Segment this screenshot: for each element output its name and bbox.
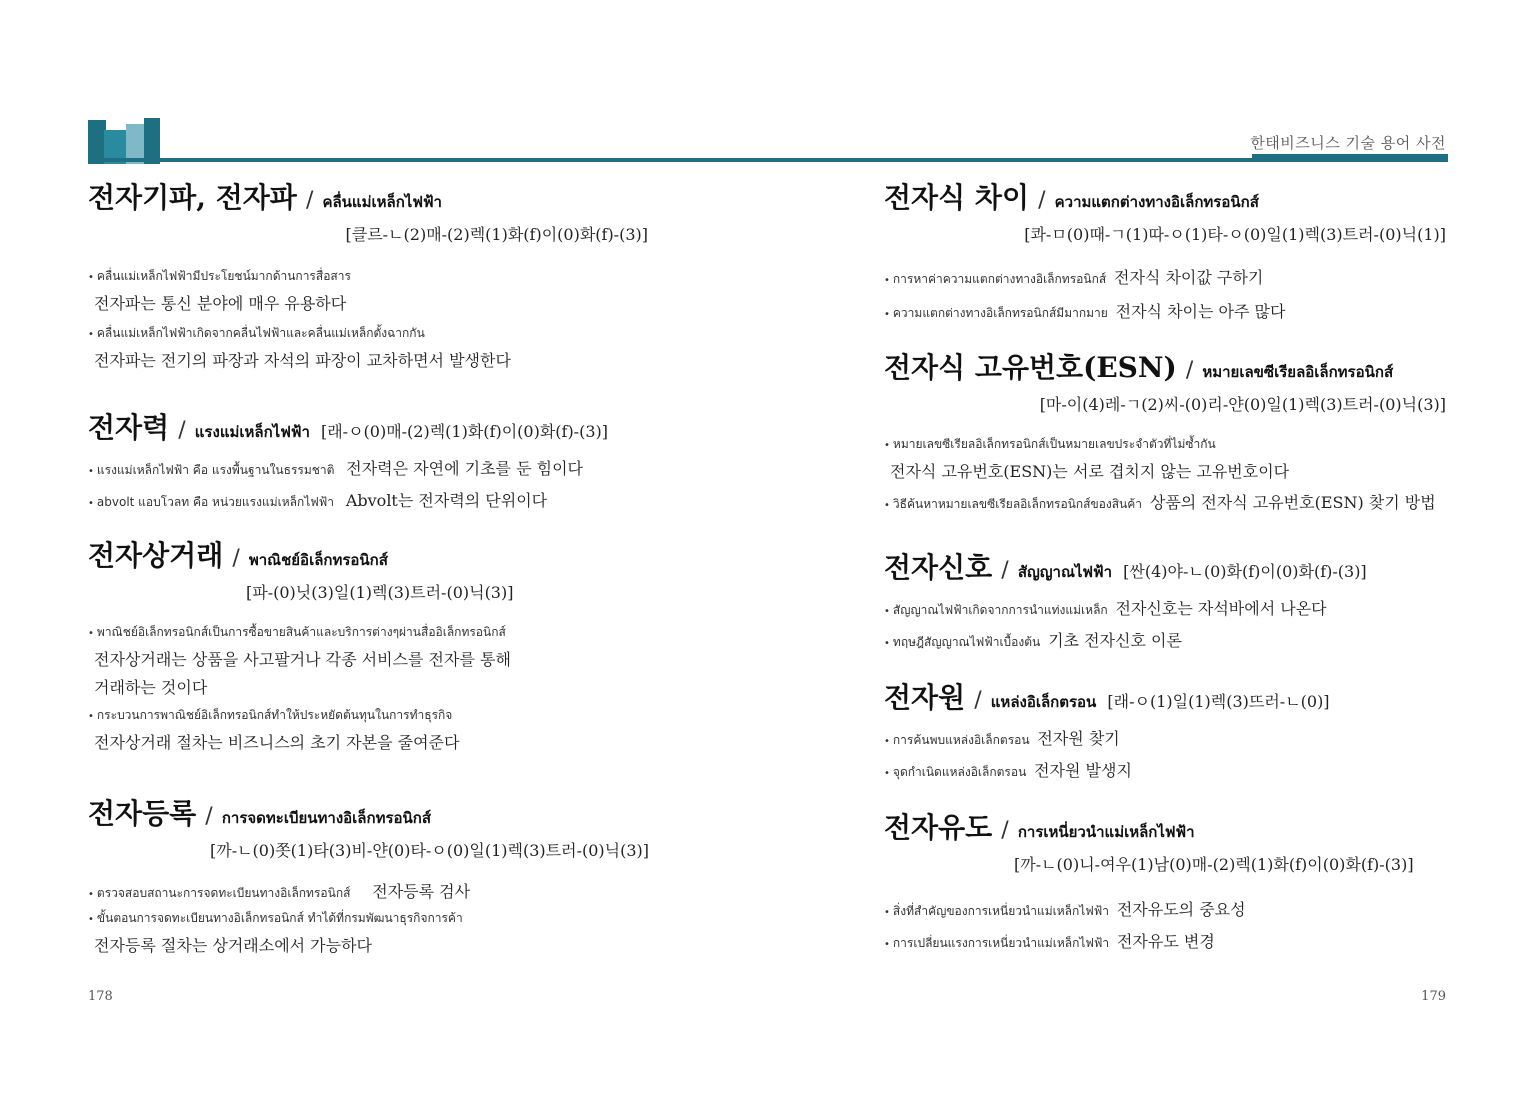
entry-term: 전자식 차이 [884, 181, 1029, 214]
entry [884, 346, 1446, 514]
entry-term: 전자상거래 [88, 539, 224, 572]
entry-pronunciation: [파-(0)닛(3)일(1)렉(3)트러-(0)닉(3)] [246, 583, 514, 602]
entry [884, 546, 1446, 652]
entry [884, 806, 1446, 953]
entry-term: 전자식 고유번호(ESN) [884, 351, 1177, 384]
example-korean: 전자식 차이는 아주 많다 [1115, 302, 1286, 321]
example-thai: จุดกำเนิดแหล่งอิเล็กตรอน [892, 765, 1027, 779]
example-thai: ทฤษฎีสัญญาณไฟฟ้าเบื้องต้น [892, 635, 1041, 649]
example-korean: 전자력은 자연에 기초를 둔 힘이다 [346, 459, 583, 478]
example [88, 879, 668, 903]
bullet-icon: • [88, 329, 94, 340]
separator: / [232, 546, 240, 571]
entry-term: 전자유도 [884, 811, 993, 844]
example-korean: 전자상거래는 상품을 사고팔거나 각종 서비스를 전자를 통해 [94, 650, 511, 669]
example-thai: แรงแม่เหล็กไฟฟ้า คือ แรงพื้นฐานในธรรมชาติ [96, 463, 335, 477]
dictionary-title: 한태비즈니스 기술 용어 사전 [1250, 134, 1446, 152]
entry [88, 534, 668, 757]
entry-thai: หมายเลขซีเรียลอิเล็กทรอนิกส์ [1202, 363, 1394, 381]
entry-pronunciation: [콰-ㅁ(0)때-ㄱ(1)따-ㅇ(1)타-ㅇ(0)일(1)렉(3)트러-(0)닉(1)] [1024, 225, 1446, 244]
header-rule [88, 158, 1448, 162]
separator: / [305, 188, 314, 213]
example-thai: ความแตกต่างทางอิเล็กทรอนิกส์มีมากมาย [892, 306, 1108, 320]
example-korean: 전자파는 통신 분야에 매우 유용하다 [94, 294, 347, 313]
example-korean: 전자식 고유번호(ESN)는 서로 겹치지 않는 고유번호이다 [890, 462, 1290, 481]
entry [88, 406, 668, 512]
bullet-icon: • [884, 275, 890, 286]
example-korean: 전자유도 변경 [1116, 932, 1215, 951]
separator: / [974, 688, 982, 713]
bullet-icon: • [88, 272, 94, 283]
bullet-icon: • [88, 889, 94, 900]
header-rule-accent [1252, 154, 1448, 162]
entry-term: 전자등록 [88, 797, 197, 830]
bullet-icon: • [88, 914, 94, 925]
entry-thai: คลื่นแม่เหล็กไฟฟ้า [322, 193, 442, 211]
example [88, 488, 668, 512]
example [884, 929, 1446, 953]
example [88, 623, 668, 702]
example-korean-continued: 거래하는 것이다 [94, 678, 208, 697]
example-korean: 전자파는 전기의 파장과 자석의 파장이 교차하면서 발생한다 [94, 351, 511, 370]
example-korean: 전자등록 검사 [372, 882, 471, 901]
entry [884, 176, 1446, 323]
entry-pronunciation: [마-이(4)레-ㄱ(2)씨-(0)리-얀(0)일(1)렉(3)트러-(0)닉(3)] [1039, 395, 1446, 414]
example-thai: วิธีค้นหาหมายเลขซีเรียลอิเล็กทรอนิกส์ของสินค้า [892, 497, 1143, 511]
entry [884, 676, 1446, 782]
bullet-icon: • [88, 628, 94, 639]
example-korean: 전자유도의 중요성 [1116, 900, 1246, 919]
example [88, 706, 668, 757]
entry-pronunciation: [싼(4)야-ㄴ(0)화(f)이(0)화(f)-(3)] [1123, 562, 1367, 581]
entry-pronunciation: [래-ㅇ(1)일(1)렉(3)뜨러-ㄴ(0)] [1107, 692, 1330, 711]
example-thai: กระบวนการพาณิชย์อิเล็กทรอนิกส์ทำให้ประหยัดต้นทุนในการทำธุรกิจ [96, 708, 453, 722]
example-korean: Abvolt는 전자력의 단위이다 [345, 491, 548, 510]
example [884, 628, 1446, 652]
entry-thai: สัญญาณไฟฟ้า [1017, 563, 1113, 581]
example-korean: 전자원 발생지 [1034, 761, 1132, 780]
example [884, 596, 1446, 620]
example-thai: การหาค่าความแตกต่างทางอิเล็กทรอนิกส์ [892, 272, 1107, 286]
example-korean: 전자등록 절차는 상거래소에서 가능하다 [94, 936, 373, 955]
entry-pronunciation: [클르-ㄴ(2)매-(2)렉(1)화(f)이(0)화(f)-(3)] [345, 225, 648, 244]
bullet-icon: • [884, 309, 890, 320]
example [88, 456, 668, 480]
example-korean: 전자상거래 절차는 비즈니스의 초기 자본을 줄여준다 [94, 733, 460, 752]
entry-thai: การจดทะเบียนทางอิเล็กทรอนิกส์ [221, 809, 432, 827]
entry-thai: พาณิชย์อิเล็กทรอนิกส์ [248, 551, 388, 569]
entry-thai: แรงแม่เหล็กไฟฟ้า [194, 423, 310, 441]
example-thai: ขั้นตอนการจดทะเบียนทางอิเล็กทรอนิกส์ ทำได้ที่กรมพัฒนาธุรกิจการค้า [96, 911, 463, 925]
bullet-icon: • [884, 768, 890, 779]
example [88, 324, 668, 375]
entry-pronunciation: [래-ㅇ(0)매-(2)렉(1)화(f)이(0)화(f)-(3)] [320, 422, 608, 441]
entry-thai: การเหนี่ยวนำแม่เหล็กไฟฟ้า [1017, 823, 1195, 841]
example-thai: คลื่นแม่เหล็กไฟฟ้าเกิดจากคลื่นไฟฟ้าและคลื่นแม่เหล็กตั้งฉากกัน [96, 326, 425, 340]
bullet-icon: • [88, 711, 94, 722]
example-thai: abvolt แอบโวลท คือ หน่วยแรงแม่เหล็กไฟฟ้า [96, 495, 335, 509]
example-korean: 전자원 찾기 [1037, 729, 1120, 748]
page-number-left: 178 [88, 989, 113, 1004]
example [884, 758, 1446, 782]
example-korean: 상품의 전자식 고유번호(ESN) 찾기 방법 [1149, 493, 1436, 512]
example-korean: 전자식 차이값 구하기 [1114, 268, 1264, 287]
bullet-icon: • [88, 466, 94, 477]
entry [88, 792, 668, 960]
example-thai: สิ่งที่สำคัญของการเหนี่ยวนำแม่เหล็กไฟฟ้า [892, 904, 1109, 918]
example-korean: 기초 전자신호 이론 [1048, 631, 1182, 650]
bullet-icon: • [884, 907, 890, 918]
entry-term: 전자원 [884, 681, 966, 714]
separator: / [178, 418, 186, 443]
entry-pronunciation: [까-ㄴ(0)쫏(1)타(3)비-얀(0)타-ㅇ(0)일(1)렉(3)트러-(0)닉(3)] [210, 841, 650, 860]
entry-term: 전자기파, 전자파 [88, 181, 297, 214]
separator: / [1185, 358, 1194, 383]
separator: / [1038, 188, 1046, 213]
example [88, 267, 668, 318]
bullet-icon: • [884, 500, 890, 511]
entry-term: 전자신호 [884, 551, 993, 584]
entry-thai: ความแตกต่างทางอิเล็กทรอนิกส์ [1054, 193, 1259, 211]
example-thai: คลื่นแม่เหล็กไฟฟ้ามีประโยชน์มากด้านการสื่อสาร [96, 269, 351, 283]
entry-thai: แหล่งอิเล็กตรอน [990, 693, 1097, 711]
entry-pronunciation: [까-ㄴ(0)니-여우(1)남(0)매-(2)렉(1)화(f)이(0)화(f)-(3)] [1014, 855, 1414, 874]
example [884, 299, 1446, 323]
separator: / [1001, 558, 1009, 583]
entry [88, 176, 668, 375]
bullet-icon: • [884, 939, 890, 950]
entry-term: 전자력 [88, 411, 170, 444]
example-korean: 전자신호는 자석바에서 나온다 [1115, 599, 1327, 618]
bullet-icon: • [884, 606, 890, 617]
example [884, 490, 1446, 514]
example-thai: การค้นพบแหล่งอิเล็กตรอน [892, 733, 1030, 747]
example-thai: พาณิชย์อิเล็กทรอนิกส์เป็นการซื้อขายสินค้าและบริการต่างๆผ่านสื่ออิเล็กทรอนิกส์ [96, 625, 506, 639]
example-thai: สัญญาณไฟฟ้าเกิดจากการนำแท่งแม่เหล็ก [892, 603, 1108, 617]
separator: / [1001, 818, 1009, 843]
example [884, 897, 1446, 921]
example [884, 265, 1446, 289]
example-thai: หมายเลขซีเรียลอิเล็กทรอนิกส์เป็นหมายเลขประจำตัวที่ไม่ซ้ำกัน [892, 437, 1216, 451]
example [88, 909, 668, 960]
bullet-icon: • [88, 498, 94, 509]
bullet-icon: • [884, 736, 890, 747]
example-thai: การเปลี่ยนแรงการเหนี่ยวนำแม่เหล็กไฟฟ้า [892, 936, 1110, 950]
page-number-right: 179 [1421, 989, 1446, 1004]
example [884, 726, 1446, 750]
bullet-icon: • [884, 638, 890, 649]
example [884, 435, 1446, 486]
example-thai: ตรวจสอบสถานะการจดทะเบียนทางอิเล็กทรอนิกส์ [96, 886, 351, 900]
bullet-icon: • [884, 440, 890, 451]
separator: / [205, 804, 213, 829]
